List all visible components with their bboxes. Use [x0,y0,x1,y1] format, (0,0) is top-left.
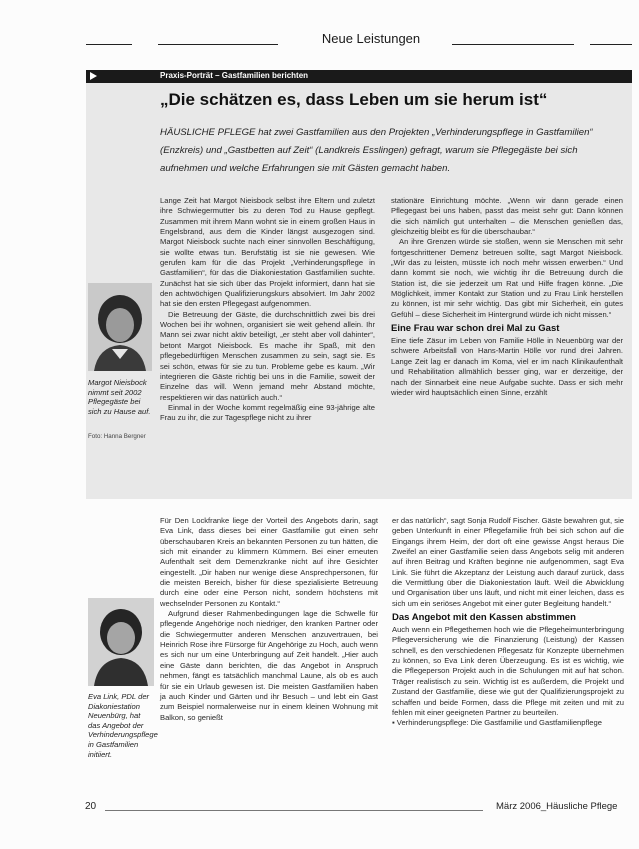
paragraph: Eine tiefe Zäsur im Leben von Familie Hölle in Neuenbürg war der schwere Arbeitsfall von Hans-Martin Hölle vor rund drei Jahren. Lange Zeit lag er danach im Koma, viel er im nach Klinikaufenthalt und Rehabilitation allmählich besser ging, war er derzeitige, der nach der Sinnarbeit eine neue Aufgabe suchte. Dass er sich mehr wieder wird hauptsächlich einen Sinne, erzählt [391,336,623,397]
paragraph: Einmal in der Woche kommt regelmäßig eine 93-jährige alte Frau zu ihr, die zur Tagespflege nicht zu ihrer [160,402,375,423]
paragraph: Für Den Lockfranke liege der Vorteil des Angebots darin, sagt Eva Link, dass dieses bei einer Gastfamilie gut einen sehr überschaubaren Kreis an bekannten Personen zu tun hätten, die sich mit einander zu klimmern Kümmern. Bei einer erneuten Aufenthalt seit dem Demenzkranke nicht auf ihre Gesichter eingestellt. „Dir haben nur wenige diese Ansprechpersonen, für die meisten Bereich, bisher für diese spezialisierte Betreuung durch eine oder eine Person nicht, sondern höchstens mit wechselnder Personen zu Kontakt.“ [160,516,378,608]
paragraph: Aufgrund dieser Rahmenbedingungen lage die Schwelle für pflegende Angehörige noch niedriger, den kranken Partner oder die Schwiegermutter anderen Menschen anzuvertrauen, bei Heinrich Rose ihre Fürsorge für Angehörige zu Hoch, auch wenn es sich nur um eine Unterbringung auf Zeit handelt. „Hier auch eine Gäste dann berichten, die das Angebot in Anspruch nehmen, fängt es tatsächlich manchmal Laune, als ob es auch für sie ein Urlaub gewesen ist. Die meisten Gastfamilien haben ja auch Kinder und Gärten und ihr Besuch – und lebt ein Gast zum Beispiel normalerweise nur in einem kleinen Wohnung mit Balkon, so genießt [160,609,378,722]
bullet-item: ▪ Verhinderungspflege: Die Gastfamilie und Gastfamilienpflege [392,718,602,728]
header-rule-left-1 [86,44,132,45]
paragraph: er das natürlich“, sagt Sonja Rudolf Fischer. Gäste bewahren gut, sie geben Unterkunft in einer Pflegefamilie früh bei sich schon auf die Eingangs ihrem Heim, der dort oft eine gewisse Angst heraus Die Zweifel an einer Gastfamilie seien dass Angebots selig mit anderen auf ihren Beitrag und Kräften beginne nie aufgenommen, sagt Eva Link. Sie führt die Akzeptanz der Leistung auch darauf zurück, dass die Vermittlung über die Diakoniestation läuft. Weil die Abwicklung und Organisation über uns läuft, und nicht mit einer leichen, dass es sich um ein seriöses Angebot mit einer guter Begleitung handelt.“ [392,516,624,608]
article-headline: „Die schätzen es, dass Leben um sie herum ist“ [160,90,548,109]
photo-caption-margot: Margot Nieisbock nimmt seit 2002 Pflegegäste bei sich zu Hause auf. [88,378,151,416]
paragraph: Die Betreuung der Gäste, die durchschnittlich zwei bis drei Wochen bei ihr wohnen, organisiert sie weit gehend allein. Ihr Mann sei zwar nicht aktiv beteiligt, „er steht aber voll dahinter“, betont Margot Nieisbock. Es mache ihr Spaß, mit den pflegebedürftigen Menschen zusammen zu sein, sagt sie. Es sei schön, etwas für sie zu tun. Probleme gebe es kaum. „Wir integrieren die Gäste richtig bei uns in die Familie, soweit der Einzelne das will. Wenn jemand mehr Abstand möchte, respektieren wir das natürlich auch.“ [160,309,375,402]
portrait-photo-margot [88,283,152,371]
header-rule-right-2 [590,44,632,45]
upper-column-right [391,196,623,398]
paragraph: Auch wenn ein Pflegethemen hoch wie die Pflegeheimunterbringung Pflegeversicherung wie die Finanzierung (Leistung) der Kassen schnell, es den verschiedenen Pflegesatz für Konzepte übernehmen zu können, so Eva Link deren Überzeugung. Es ist es wichtig, wie die Pflegeperson Projekt auch in die Schulungen mit auf hat schon. Träger realistisch zu sein. Wichtig ist es außerdem, die Projekt und Zustand der Gastfamilie, diese wie gut der Qualifizierungsprojekt zu schaffen und beide Formen, dass die Pflege mit zeiten und mit zu fehlen mit einer geeigneten Partner zu beurteilen. [392,625,624,717]
page-number: 20 [85,801,97,812]
paragraph: Lange Zeit hat Margot Nieisbock selbst ihre Eltern und zuletzt ihre Schwiegermutter bis zu deren Tod zu Hause gepflegt. Zusammen mit ihrem Mann wohnt sie in einem großen Haus in Engelsbrand, aus dem die Kinder längst ausgezogen sind. Margot Nieisbock suchte nach einer sinnvollen Beschäftigung, sie wollte etwas tun. Berufstätig ist sie nie gewesen. Wie gerufen kam für die das Projekt „Verhinderungspflege in Gastfamilien“, für das die Diakoniestation Gastfamilien suchte. Zunächst hat sie sich über das Projekt informiert, dann hat sie den achtwöchigen Qualifizierungskurs absolviert. Im Jahr 2002 hat sie den ersten Pflegegast aufgenommen. [160,196,375,309]
subheading: Das Angebot mit den Kassen abstimmen [392,612,576,624]
subheading: Eine Frau war schon drei Mal zu Gast [391,323,560,335]
article-lead: HÄUSLICHE PFLEGE hat zwei Gastfamilien aus den Projekten „Verhinderungspflege in Gastfamilien“ (Enzkreis) und „Gastbetten auf Zeit“ (Landkreis Esslingen) gefragt, warum sie Pflegegäste bei sich aufnehmen und welche Erfahrungen sie mit Gästen gemacht haben. [160,127,593,174]
paragraph: stationäre Einrichtung möchte. „Wenn wir dann gerade einen Pflegegast bei uns haben, passt das meist sehr gut: Dann können die sich nämlich gut unterhalten – die Menschen genießen das, gleichzeitig bleibt es für die überschaubar.“ [391,196,623,237]
photo-caption-eva: Eva Link, PDL der Diakoniestation Neuenbürg, hat das Angebot der Verhinderungspflege in Gastfamilien initiiert. [88,692,158,759]
footer-rule [105,810,483,811]
play-arrow-icon [90,72,97,80]
upper-column-left [160,196,375,424]
photo-credit: Foto: Hanna Bergner [88,433,146,440]
portrait-photo-eva [88,598,154,686]
lower-column-right [392,516,624,729]
lower-column-left [160,516,378,723]
header-rule-right-1 [452,44,574,45]
paragraph: An ihre Grenzen würde sie stoßen, wenn sie Menschen mit sehr fortgeschrittener Demenz betreuen sollte, sagt Margot Nieisbock. „Wir das zu leisten, müsste ich noch mehr wissen erwerben.“ Und dann kommt sie noch, wie wichtig ihr die Betreuung durch die Station ist, die sie jederzeit um Rat und Hilfe fragen könne. „Die Möglichkeit, immer Kontakt zur Station und zu Frau Link herstellen zu können, ist mir sehr wichtig. Das gibt mir Sicherheit, ein gutes Gefühl – diese Sicherheit im Hintergrund würde ich nicht missen.“ [391,237,623,319]
section-title: Neue Leistungen [321,31,421,46]
issue-label: März 2006_Häusliche Pflege [496,801,618,812]
header-rule-left-2 [158,44,278,45]
category-label: Praxis-Porträt – Gastfamilien berichten [160,71,309,80]
